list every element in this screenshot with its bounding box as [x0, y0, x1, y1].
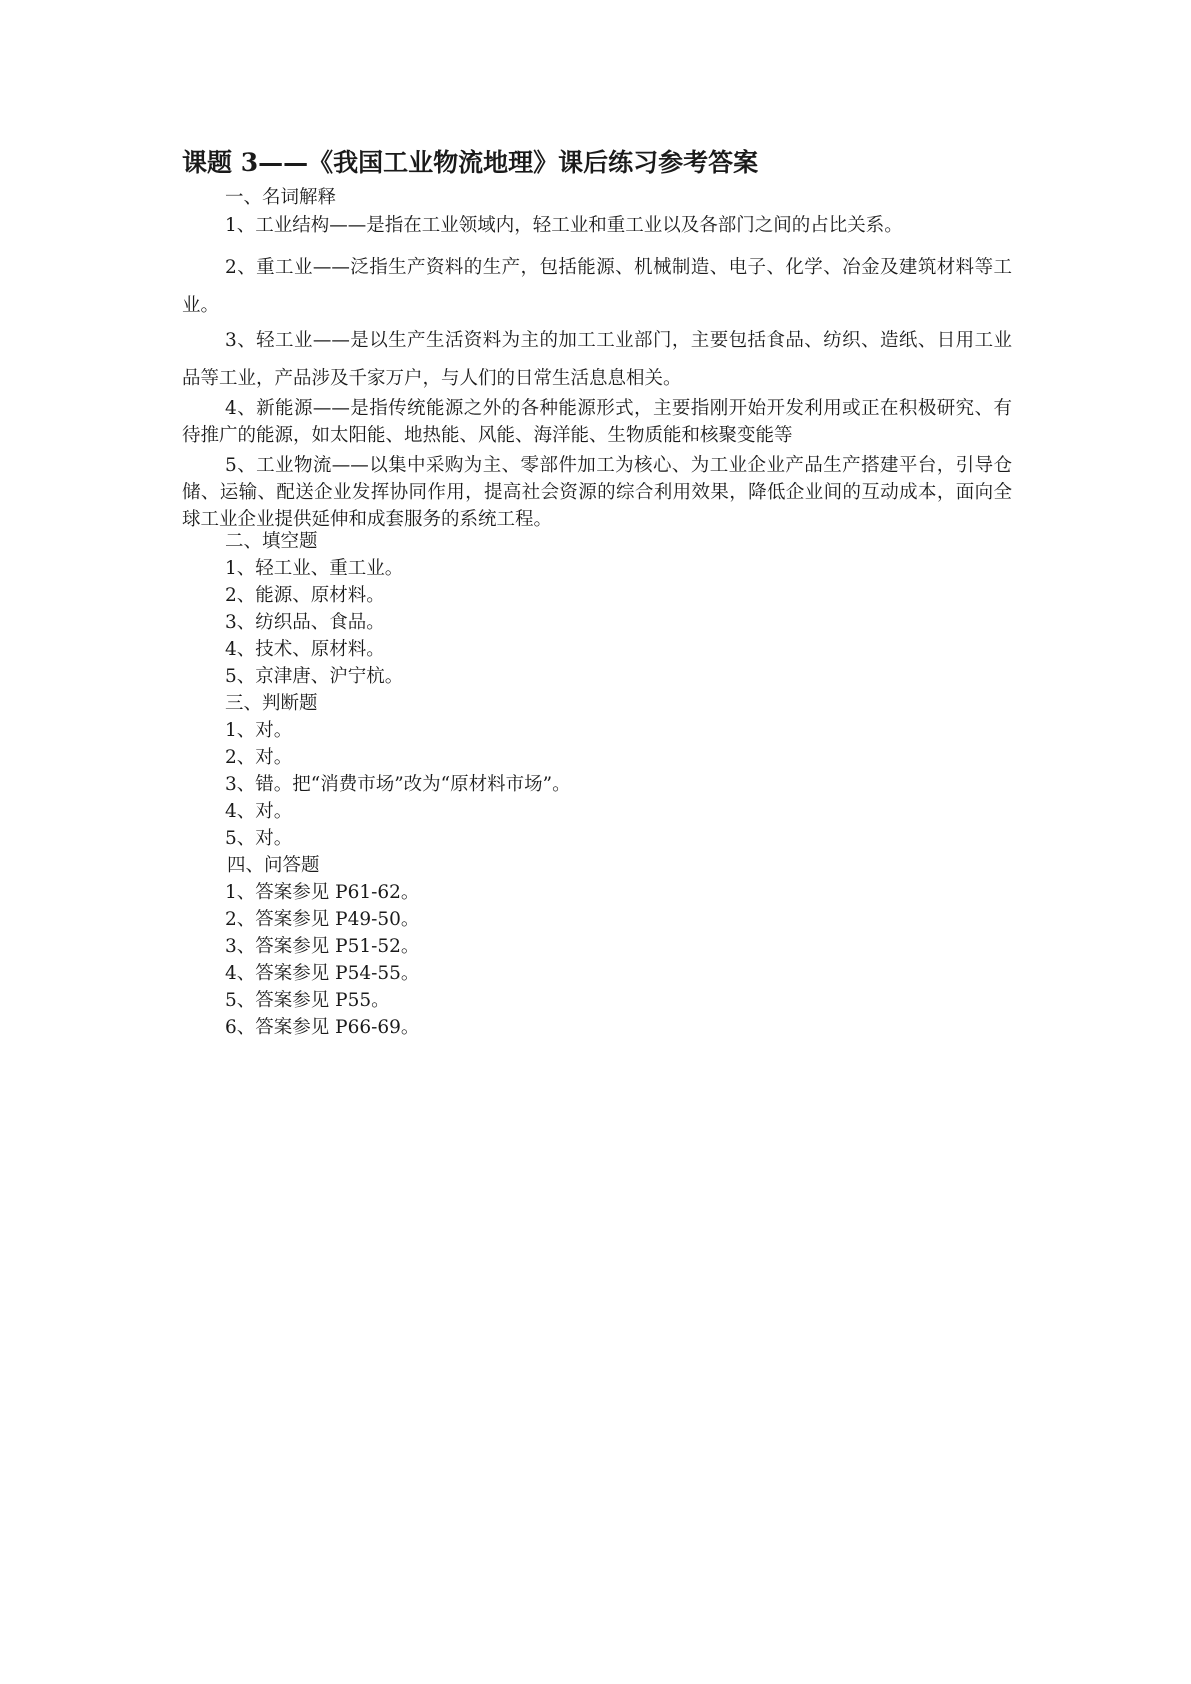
list-item: 5、京津唐、沪宁杭。 [225, 666, 404, 687]
list-item: 1、对。 [225, 720, 293, 741]
list-item: 4、对。 [225, 801, 293, 822]
list-item: 5、工业物流——以集中采购为主、零部件加工为核心、为工业企业产品生产搭建平台，引导仓储、运输、配送企业发挥协同作用，提高社会资源的综合利用效果，降低企业间的互动成本，面向全球工业企业提供延伸和成套服务的系统工程。 [182, 455, 1012, 530]
list-item: 1、轻工业、重工业。 [225, 558, 404, 579]
list-item: 1、工业结构——是指在工业领域内，轻工业和重工业以及各部门之间的占比关系。 [225, 215, 903, 236]
section-heading: 一、名词解释 [225, 187, 337, 208]
list-item: 2、重工业——泛指生产资料的生产，包括能源、机械制造、电子、化学、冶金及建筑材料等工业。 [182, 257, 1012, 316]
definition-item [182, 395, 1012, 449]
list-item: 4、技术、原材料。 [225, 639, 385, 660]
section-fill-blanks [182, 528, 1012, 1041]
section-heading: 四、问答题 [227, 855, 320, 876]
section-heading: 三、判断题 [225, 693, 318, 714]
list-item: 3、轻工业——是以生产生活资料为主的加工工业部门，主要包括食品、纺织、造纸、日用工业品等工业，产品涉及千家万户，与人们的日常生活息息相关。 [182, 330, 1012, 389]
definition-item [182, 249, 1012, 325]
list-item: 6、答案参见 P66-69。 [225, 1017, 420, 1038]
document-title: 课题 3——《我国工业物流地理》课后练习参考答案 [182, 148, 759, 177]
list-item: 3、纺织品、食品。 [225, 612, 385, 633]
list-item: 1、答案参见 P61-62。 [225, 882, 420, 903]
list-item: 2、对。 [225, 747, 293, 768]
list-item: 3、答案参见 P51-52。 [225, 936, 420, 957]
document-page [182, 0, 1012, 1684]
section-heading: 二、填空题 [225, 531, 318, 552]
list-item: 2、能源、原材料。 [225, 585, 385, 606]
list-item: 2、答案参见 P49-50。 [225, 909, 420, 930]
list-item: 3、错。把“消费市场”改为“原材料市场”。 [225, 774, 571, 795]
list-item: 4、新能源——是指传统能源之外的各种能源形式，主要指刚开始开发利用或正在积极研究、有待推广的能源，如太阳能、地热能、风能、海洋能、生物质能和核聚变能等 [182, 398, 1012, 446]
list-item: 4、答案参见 P54-55。 [225, 963, 420, 984]
list-item: 5、答案参见 P55。 [225, 990, 390, 1011]
definition-item [182, 322, 1012, 398]
section-definitions [182, 184, 1012, 239]
definition-item [182, 452, 1012, 533]
list-item: 5、对。 [225, 828, 293, 849]
